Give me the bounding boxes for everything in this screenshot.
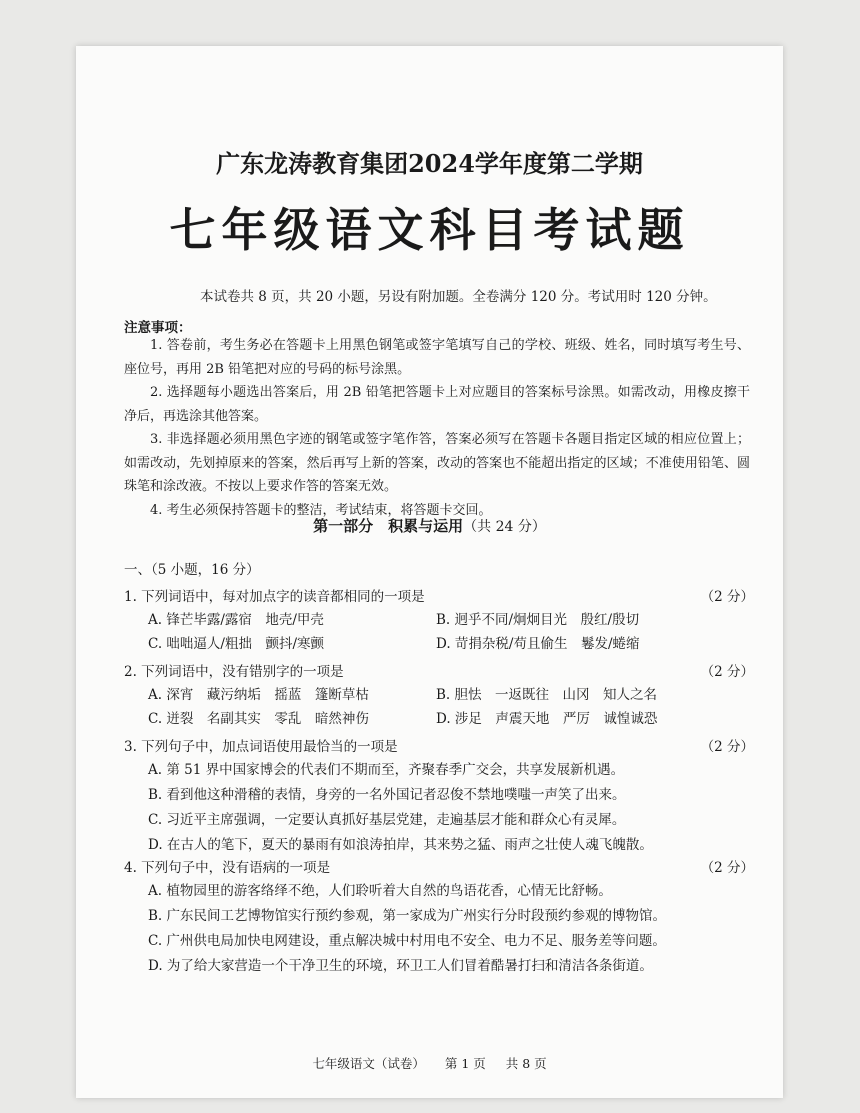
- question-stem: 1. 下列词语中，每对加点字的读音都相同的一项是: [124, 589, 425, 605]
- notes-list: [124, 334, 750, 522]
- exam-intro: 本试卷共 8 页，共 20 小题，另设有附加题。全卷满分 120 分。考试用时 120 分钟。: [200, 289, 717, 305]
- option-b: B. 胆怯 一返既往 山冈 知人之名: [436, 687, 658, 703]
- note-item: 4. 考生必须保持答题卡的整洁，考试结束，将答题卡交回。: [150, 502, 492, 518]
- option-a: A. 植物园里的游客络绎不绝，人们聆听着大自然的鸟语花香，心情无比舒畅。: [148, 883, 612, 899]
- question-4: [124, 857, 754, 979]
- question-3: [124, 736, 754, 858]
- footer-page: 第 1 页: [444, 1056, 486, 1071]
- option-d: D. 在古人的笔下，夏天的暴雨有如浪涛拍岸，其来势之猛、雨声之壮使人魂飞魄散。: [148, 837, 653, 853]
- question-points: （2 分）: [700, 664, 754, 680]
- notes-heading: 注意事项：: [124, 320, 192, 336]
- option-a: A. 第 51 界中国家博会的代表们不期而至，齐聚春季广交会，共享发展新机遇。: [148, 762, 625, 778]
- part-score: （共 24 分）: [463, 519, 546, 535]
- option-d: D. 苛捐杂税/苟且偷生 鬈发/蜷缩: [436, 636, 640, 652]
- question-points: （2 分）: [700, 860, 754, 876]
- note-item: 3. 非选择题必须用黑色字迹的钢笔或签字笔作答，答案必须写在答题卡各题目指定区域的相应位置上；如需改动，先划掉原来的答案，然后再写上新的答案，改动的答案也不能超出指定的区域；不准使用铅笔、圆珠笔和涂改液。不按以上要求作答的答案无效。: [124, 432, 750, 494]
- footer-subject: 七年级语文（试卷）: [312, 1056, 425, 1071]
- question-points: （2 分）: [700, 739, 754, 755]
- question-1: [124, 586, 754, 656]
- note-item: 1. 答卷前，考生务必在答题卡上用黑色钢笔或签字笔填写自己的学校、班级、姓名，同时填写考生号、座位号，再用 2B 铅笔把对应的号码的标号涂黑。: [124, 338, 750, 377]
- school-header: 广东龙涛教育集团2024学年度第二学期: [216, 149, 643, 178]
- part-title: 第一部分 积累与运用: [313, 517, 464, 535]
- exam-title: 七年级语文科目考试题: [169, 203, 690, 257]
- question-stem: 2. 下列词语中，没有错别字的一项是: [124, 664, 344, 680]
- question-stem: 3. 下列句子中，加点词语使用最恰当的一项是: [124, 739, 398, 755]
- exam-page: [76, 46, 783, 1098]
- part-heading: [76, 515, 783, 536]
- option-c: C. 迸裂 名副其实 零乱 暗然神伤: [148, 711, 369, 727]
- question-points: （2 分）: [700, 589, 754, 605]
- note-item: 2. 选择题每小题选出答案后，用 2B 铅笔把答题卡上对应题目的答案标号涂黑。如需改动，用橡皮擦干净后，再选涂其他答案。: [124, 385, 750, 424]
- option-c: C. 习近平主席强调，一定要认真抓好基层党建，走遍基层才能和群众心有灵犀。: [148, 812, 626, 828]
- option-a: A. 深宵 藏污纳垢 摇蓝 篷断草枯: [148, 687, 369, 703]
- option-b: B. 迥乎不同/炯炯目光 殷红/殷切: [436, 612, 640, 628]
- option-a: A. 锋芒毕露/露宿 地壳/甲壳: [148, 612, 324, 628]
- section-heading: 一、（5 小题，16 分）: [124, 562, 260, 578]
- option-b: B. 广东民间工艺博物馆实行预约参观，第一家成为广州实行分时段预约参观的博物馆。: [148, 908, 667, 924]
- option-c: C. 咄咄逼人/粗拙 颤抖/寒颤: [148, 636, 325, 652]
- option-d: D. 涉足 声震天地 严厉 诚惶诚恐: [436, 711, 658, 727]
- page-footer: [76, 1054, 783, 1072]
- question-stem: 4. 下列句子中，没有语病的一项是: [124, 860, 331, 876]
- footer-total: 共 8 页: [505, 1056, 547, 1071]
- option-c: C. 广州供电局加快电网建设，重点解决城中村用电不安全、电力不足、服务差等问题。: [148, 933, 666, 949]
- option-b: B. 看到他这种滑稽的表情，身旁的一名外国记者忍俊不禁地噗嗤一声笑了出来。: [148, 787, 626, 803]
- option-d: D. 为了给大家营造一个干净卫生的环境，环卫工人们冒着酷暑打扫和清洁各条街道。: [148, 958, 653, 974]
- question-2: [124, 661, 754, 731]
